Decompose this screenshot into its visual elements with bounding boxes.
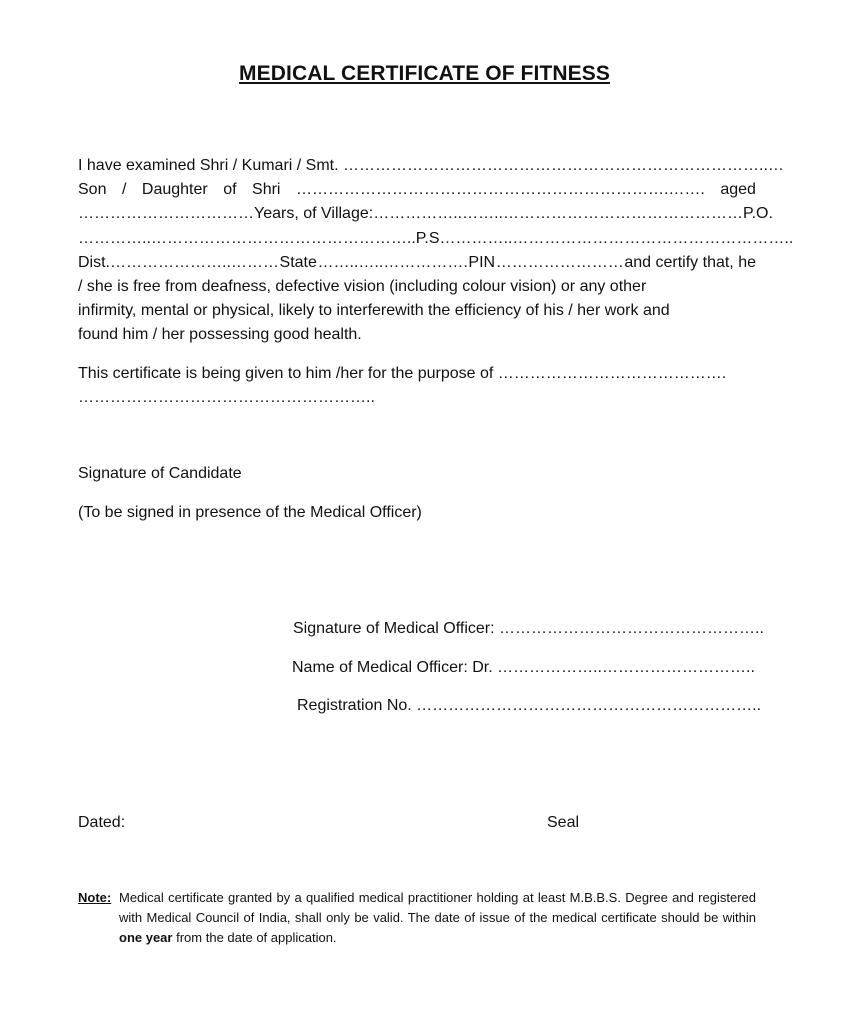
- state-blank: ……..…..…………….: [317, 253, 468, 271]
- state-label: State: [279, 253, 317, 271]
- note-text-emphasis: one year: [119, 930, 173, 945]
- infirmity-line: infirmity, mental or physical, likely to interferewith the efficiency of his / her work and: [78, 302, 670, 320]
- candidate-signature-instruction: (To be signed in presence of the Medical Officer): [78, 504, 422, 521]
- examined-line: I have examined Shri / Kumari / Smt. ……………………………………………………………………..…: [78, 157, 784, 174]
- note-section: [78, 888, 756, 948]
- ps-line: [78, 227, 794, 251]
- pin-label: PIN: [468, 253, 496, 271]
- purpose-paragraph: [78, 362, 756, 410]
- registration-number-field: Registration No. ………………………………………………………..: [297, 697, 762, 714]
- note-text: [119, 888, 756, 948]
- candidate-signature-label: Signature of Candidate: [78, 465, 242, 482]
- district-line: [78, 251, 756, 275]
- parent-blank: …………………………………………………………….…….: [295, 181, 705, 199]
- note-text-end: from the date of application.: [176, 930, 337, 945]
- village-label: Years, of Village:: [254, 205, 374, 223]
- good-health-line: found him / her possessing good health.: [78, 326, 362, 344]
- ps-blank: …………..……………………………………………..: [439, 229, 794, 247]
- word-shri: Shri: [252, 181, 281, 199]
- word-son: Son: [78, 181, 107, 199]
- medical-officer-name-field: Name of Medical Officer: Dr. ………………..………………………..: [292, 659, 755, 676]
- note-text-main: Medical certificate granted by a qualified medical practitioner holding at least M.B.B.S. Degree and registered with Medical Council of India, shall only be valid. The date of issue of the medical certificate should be within: [119, 890, 756, 925]
- village-blank: ……………..……..………………………………………: [373, 205, 743, 223]
- word-daughter: Daughter: [141, 181, 208, 199]
- pin-blank: ……………………: [495, 253, 624, 271]
- po-blank: …………..…………………………………………..: [78, 229, 416, 247]
- medical-officer-signature-field: Signature of Medical Officer: …………………………………………..: [293, 620, 764, 637]
- word-aged: aged: [720, 181, 756, 199]
- purpose-blank-line: ………………………………………………..: [78, 389, 375, 407]
- district-field: Dist.…………………..………: [78, 253, 279, 271]
- seal-label: Seal: [547, 814, 580, 831]
- page-title: MEDICAL CERTIFICATE OF FITNESS: [239, 62, 610, 85]
- free-from-line: / she is free from deafness, defective vision (including colour vision) or any other: [78, 278, 647, 296]
- po-label: P.O.: [742, 205, 773, 223]
- parent-line: [78, 178, 756, 202]
- village-line: [78, 202, 773, 226]
- purpose-line: This certificate is being given to him /her for the purpose of …………………………………….: [78, 365, 727, 382]
- age-blank: ……………………………: [78, 205, 254, 223]
- word-slash: /: [121, 181, 127, 199]
- dated-label: Dated:: [78, 814, 126, 831]
- word-of: of: [223, 181, 237, 199]
- ps-label: P.S: [415, 229, 440, 247]
- examination-paragraph: [78, 154, 794, 348]
- certify-text: and certify that, he: [624, 253, 756, 271]
- note-label: Note:: [78, 890, 112, 905]
